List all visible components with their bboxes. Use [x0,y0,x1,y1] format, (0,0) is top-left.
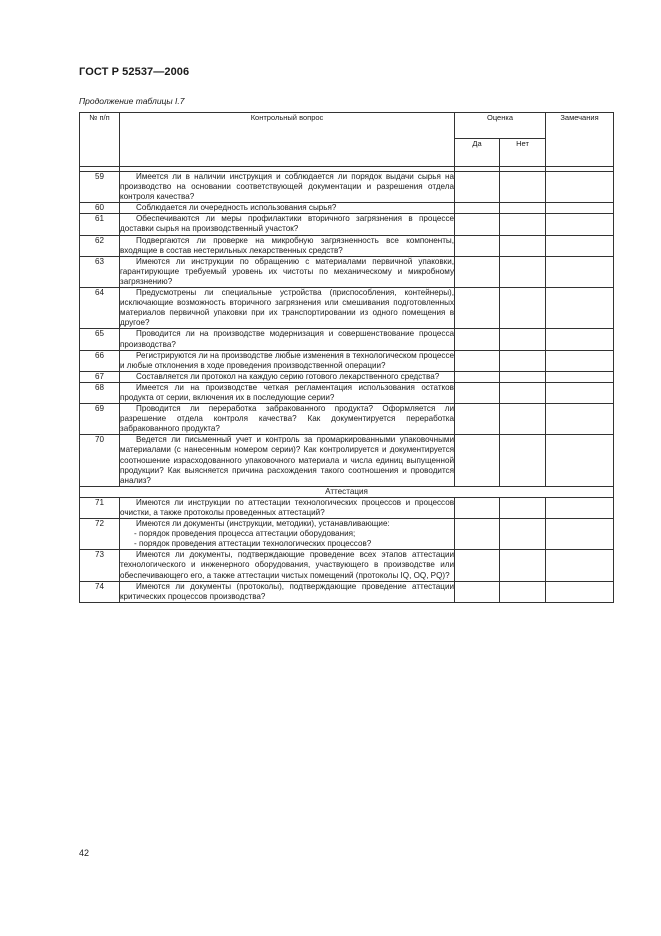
notes-cell[interactable] [546,497,614,518]
answer-yes-cell[interactable] [455,203,500,214]
notes-cell[interactable] [546,214,614,235]
question-paragraph: Проводится ли переработка забракованного продукта? Оформляется ли разрешение отдела контроля качества? Как документируется переработка забракованного продукта? [120,404,454,434]
row-number: 68 [80,382,120,403]
question-text [120,172,455,203]
answer-yes-cell[interactable] [455,371,500,382]
answer-no-cell[interactable] [500,172,546,203]
notes-cell[interactable] [546,203,614,214]
question-text [120,235,455,256]
row-number: 74 [80,581,120,602]
column-header-notes: Замечания [546,113,614,167]
row-number: 67 [80,371,120,382]
answer-yes-cell[interactable] [455,435,500,486]
answer-no-cell[interactable] [500,371,546,382]
checklist-table [79,112,614,603]
answer-no-cell[interactable] [500,329,546,350]
row-number: 60 [80,203,120,214]
row-number: 63 [80,256,120,287]
row-number: 61 [80,214,120,235]
question-paragraph: Предусмотрены ли специальные устройства (приспособления, контейнеры), исключающие возможность вторичного загрязнения или смешивания подготовленных материалов первичной упаковки при их транспортировании из одного помещения в другое? [120,288,454,328]
answer-no-cell[interactable] [500,404,546,435]
table-row [80,382,614,403]
row-number: 69 [80,404,120,435]
answer-no-cell[interactable] [500,382,546,403]
column-header-question: Контрольный вопрос [120,113,455,167]
question-paragraph: Имеются ли документы, подтверждающие проведение всех этапов аттестации технологического и инженерного оборудования, участвующего в производстве или обеспечивающего его, а также аттестации чистых помещений (протоколы IQ, OQ, PQ)? [120,550,454,580]
question-text [120,203,455,214]
answer-no-cell[interactable] [500,581,546,602]
section-row [80,486,614,497]
table-row [80,404,614,435]
table-row [80,497,614,518]
answer-yes-cell[interactable] [455,382,500,403]
column-header-no: Нет [500,139,546,167]
answer-no-cell[interactable] [500,214,546,235]
table-row [80,235,614,256]
notes-cell[interactable] [546,382,614,403]
question-text [120,256,455,287]
answer-yes-cell[interactable] [455,519,500,550]
answer-yes-cell[interactable] [455,256,500,287]
table-row [80,581,614,602]
question-text [120,350,455,371]
notes-cell[interactable] [546,371,614,382]
row-number: 71 [80,497,120,518]
notes-cell[interactable] [546,235,614,256]
page-number: 42 [79,848,90,858]
table-row [80,172,614,203]
notes-cell[interactable] [546,519,614,550]
question-text [120,382,455,403]
question-text [120,550,455,581]
notes-cell[interactable] [546,256,614,287]
row-number: 70 [80,435,120,486]
column-header-yes: Да [455,139,500,167]
answer-yes-cell[interactable] [455,329,500,350]
table-body [80,172,614,603]
table-row [80,256,614,287]
question-text [120,214,455,235]
question-text [120,404,455,435]
table-row [80,329,614,350]
table-row [80,435,614,486]
document-title: ГОСТ Р 52537—2006 [79,66,190,78]
question-list-item: - порядок проведения процесса аттестации оборудования; [134,529,356,539]
table-row [80,350,614,371]
answer-yes-cell[interactable] [455,550,500,581]
notes-cell[interactable] [546,550,614,581]
notes-cell[interactable] [546,404,614,435]
question-paragraph: Ведется ли письменный учет и контроль за промаркированными упаковочными материалами (с нанесенным номером серии)? Как контролируется и документируется соотношение израсходованного упаковочного материала и числа единиц выпущенной продукции? Как выясняется причина расхождения такого соотношения и проводится анализ? [120,435,454,485]
table-row [80,519,614,550]
answer-no-cell[interactable] [500,550,546,581]
table-row [80,214,614,235]
answer-yes-cell[interactable] [455,214,500,235]
table-caption: Продолжение таблицы I.7 [79,96,185,106]
table-row [80,371,614,382]
question-paragraph: Проводится ли на производстве модернизация и совершенствование процесса производства? [120,329,454,349]
question-paragraph: Соблюдается ли очередность использования сырья? [136,203,337,213]
notes-cell[interactable] [546,172,614,203]
table-row [80,288,614,329]
answer-yes-cell[interactable] [455,497,500,518]
question-text [120,497,455,518]
question-text [120,519,455,550]
answer-no-cell[interactable] [500,288,546,329]
question-paragraph: Обеспечиваются ли меры профилактики вторичного загрязнения в процессе доставки сырья на производственный участок? [120,214,454,234]
answer-yes-cell[interactable] [455,581,500,602]
question-paragraph: Составляется ли протокол на каждую серию готового лекарственного средства? [136,371,440,381]
row-number: 62 [80,235,120,256]
row-number: 64 [80,288,120,329]
question-text [120,435,455,486]
answer-no-cell[interactable] [500,519,546,550]
notes-cell[interactable] [546,329,614,350]
question-paragraph: Имеются ли документы (инструкции, методики), устанавливающие: [136,519,390,529]
column-header-number: № п/п [80,113,120,167]
notes-cell[interactable] [546,581,614,602]
question-text [120,288,455,329]
answer-yes-cell[interactable] [455,172,500,203]
answer-yes-cell[interactable] [455,235,500,256]
notes-cell[interactable] [546,288,614,329]
notes-cell[interactable] [546,350,614,371]
answer-no-cell[interactable] [500,497,546,518]
question-text [120,371,455,382]
answer-no-cell[interactable] [500,435,546,486]
question-paragraph: Имеется ли на производстве четкая регламентация использования остатков продукта от серии, включения их в последующие серии? [120,382,454,402]
notes-cell[interactable] [546,435,614,486]
table-row [80,203,614,214]
answer-no-cell[interactable] [500,235,546,256]
question-list-item: - порядок проведения аттестации технологических процессов? [134,539,372,549]
table-row [80,550,614,581]
answer-yes-cell[interactable] [455,288,500,329]
column-header-score: Оценка [455,113,546,139]
answer-yes-cell[interactable] [455,350,500,371]
question-text [120,581,455,602]
row-number: 59 [80,172,120,203]
section-title: Аттестация [80,486,614,497]
row-number: 66 [80,350,120,371]
answer-no-cell[interactable] [500,203,546,214]
answer-yes-cell[interactable] [455,404,500,435]
question-paragraph: Имеются ли инструкции по аттестации технологических процессов и процессов очистки, а также протоколы проведенных аттестаций? [120,497,454,517]
question-paragraph: Регистрируются ли на производстве любые изменения в технологическом процессе и любые отклонения в ходе проведения производственной операции? [120,350,454,370]
answer-no-cell[interactable] [500,256,546,287]
question-text [120,329,455,350]
row-number: 73 [80,550,120,581]
question-paragraph: Имеются ли документы (протоколы), подтверждающие проведение аттестации критических процессов производства? [120,581,454,601]
row-number: 65 [80,329,120,350]
answer-no-cell[interactable] [500,350,546,371]
question-paragraph: Имеется ли в наличии инструкция и соблюдается ли порядок выдачи сырья на производство на основании соответствующей документации и разрешения отдела контроля качества? [120,172,454,202]
row-number: 72 [80,519,120,550]
question-paragraph: Подвергаются ли проверке на микробную загрязненность все компоненты, входящие в состав нестерильных лекарственных средств? [120,235,454,255]
question-paragraph: Имеются ли инструкции по обращению с материалами первичной упаковки, гарантирующие требуемый уровень их чистоты по механическому и микробному загрязнению? [120,256,454,286]
